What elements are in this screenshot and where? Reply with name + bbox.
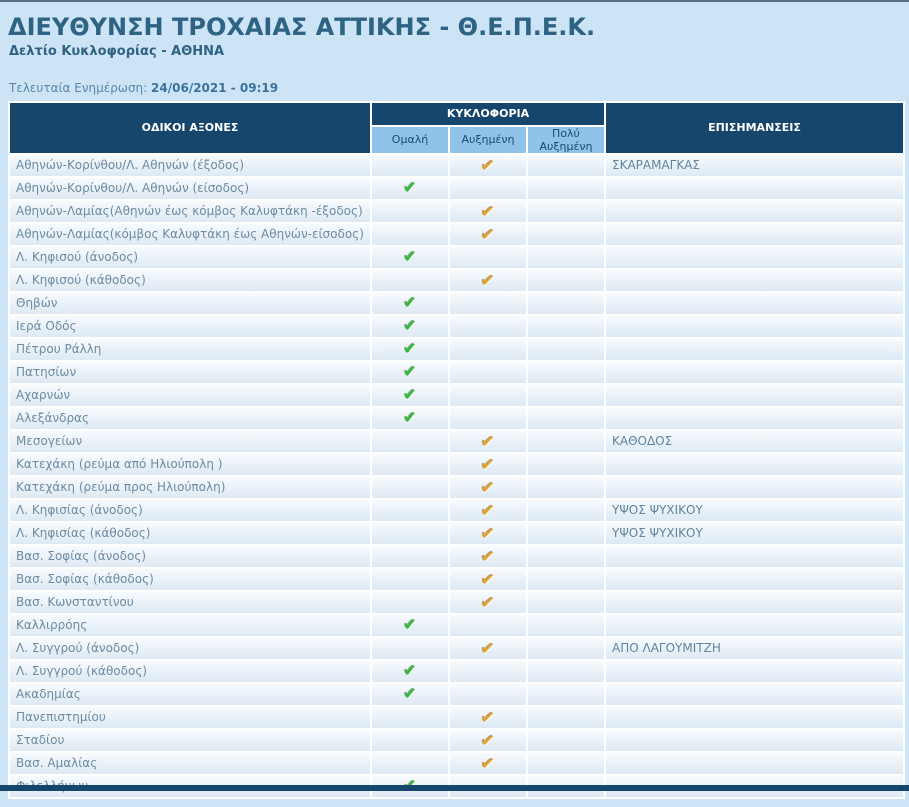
status-cell-increased [450,477,526,498]
remark: ΣΚΑΡΑΜΑΓΚΑΣ [606,155,903,176]
status-cell-very-increased [528,523,604,544]
table-row [10,224,903,245]
status-cell-increased [450,362,526,383]
remark [606,178,903,199]
road-name: Μεσογείων [10,431,370,452]
status-cell-very-increased [528,753,604,774]
remark [606,339,903,360]
table-row [10,247,903,268]
road-name: Λ. Κηφισίας (κάθοδος) [10,523,370,544]
check-icon-increased: ✔ [480,480,496,496]
remark [606,477,903,498]
traffic-table-header [10,103,903,153]
status-cell-normal [372,178,448,199]
bottom-bar [0,785,909,791]
check-icon-normal: ✔ [403,249,416,265]
road-name: Βασ. Σοφίας (κάθοδος) [10,569,370,590]
status-cell-very-increased [528,224,604,245]
remark [606,684,903,705]
table-row [10,638,903,659]
check-icon-normal: ✔ [403,364,416,380]
column-header-roads: ΟΔΙΚΟΙ ΑΞΟΝΕΣ [10,103,370,153]
status-cell-very-increased [528,339,604,360]
status-cell-normal [372,270,448,291]
status-cell-normal [372,362,448,383]
status-cell-very-increased [528,270,604,291]
road-name: Λ. Συγγρού (άνοδος) [10,638,370,659]
remark [606,270,903,291]
check-icon-increased: ✔ [480,457,496,473]
road-name: Καλλιρρόης [10,615,370,636]
check-icon-normal: ✔ [403,410,416,426]
status-cell-normal [372,316,448,337]
status-cell-normal [372,753,448,774]
status-cell-increased [450,316,526,337]
status-cell-normal [372,408,448,429]
status-cell-very-increased [528,316,604,337]
status-cell-increased [450,661,526,682]
road-name: Λ. Κηφισίας (άνοδος) [10,500,370,521]
table-row [10,684,903,705]
status-cell-increased [450,201,526,222]
table-row [10,454,903,475]
remark: ΑΠΟ ΛΑΓΟΥΜΙΤΖΗ [606,638,903,659]
remark [606,293,903,314]
status-cell-normal [372,569,448,590]
road-name: Λ. Κηφισού (άνοδος) [10,247,370,268]
remark [606,224,903,245]
status-cell-increased [450,707,526,728]
column-header-remarks: ΕΠΙΣΗΜΑΝΣΕΙΣ [606,103,903,153]
status-cell-increased [450,753,526,774]
check-icon-normal: ✔ [403,663,416,679]
table-row [10,178,903,199]
check-icon-increased: ✔ [480,503,496,519]
status-cell-normal [372,615,448,636]
check-icon-increased: ✔ [480,204,496,220]
table-row [10,201,903,222]
road-name: Θηβών [10,293,370,314]
road-name: Πανεπιστημίου [10,707,370,728]
status-cell-very-increased [528,178,604,199]
status-cell-normal [372,707,448,728]
table-row [10,569,903,590]
remark [606,201,903,222]
table-row [10,339,903,360]
status-cell-increased [450,454,526,475]
status-cell-normal [372,638,448,659]
road-name: Αθηνών-Κορίνθου/Λ. Αθηνών (είσοδος) [10,178,370,199]
status-cell-increased [450,730,526,751]
last-update-label: Τελευταία Ενημέρωση: [9,81,147,95]
road-name: Λ. Κηφισού (κάθοδος) [10,270,370,291]
remark [606,546,903,567]
status-cell-very-increased [528,293,604,314]
check-icon-increased: ✔ [480,526,496,542]
status-cell-very-increased [528,385,604,406]
table-row [10,362,903,383]
page-title: ΔΙΕΥΘΥΝΣΗ ΤΡΟΧΑΙΑΣ ΑΤΤΙΚΗΣ - Θ.Ε.Π.Ε.Κ. [8,14,901,42]
check-icon-normal: ✔ [403,686,416,702]
check-icon-increased: ✔ [480,595,496,611]
status-cell-normal [372,339,448,360]
status-cell-increased [450,408,526,429]
check-icon-normal: ✔ [403,617,416,633]
table-row [10,155,903,176]
road-name: Βασ. Αμαλίας [10,753,370,774]
last-update-line [9,81,901,95]
status-cell-very-increased [528,454,604,475]
status-cell-normal [372,523,448,544]
traffic-table-body [10,155,903,797]
column-header-traffic: ΚΥΚΛΟΦΟΡΙΑ [372,103,604,125]
status-cell-increased [450,592,526,613]
status-cell-normal [372,592,448,613]
remark [606,592,903,613]
status-cell-very-increased [528,730,604,751]
status-cell-increased [450,638,526,659]
remark [606,753,903,774]
road-name: Βασ. Κωνσταντίνου [10,592,370,613]
check-icon-normal: ✔ [403,387,416,403]
status-cell-increased [450,247,526,268]
status-cell-very-increased [528,431,604,452]
table-row [10,592,903,613]
table-row [10,730,903,751]
status-cell-very-increased [528,477,604,498]
status-cell-very-increased [528,155,604,176]
status-cell-normal [372,385,448,406]
remark [606,615,903,636]
column-header-increased: Αυξημένη [450,127,526,153]
road-name: Κατεχάκη (ρεύμα προς Ηλιούπολη) [10,477,370,498]
status-cell-increased [450,293,526,314]
table-row [10,615,903,636]
remark: ΥΨΟΣ ΨΥΧΙΚΟΥ [606,500,903,521]
table-row [10,523,903,544]
remark [606,362,903,383]
road-name: Κατεχάκη (ρεύμα από Ηλιούπολη ) [10,454,370,475]
check-icon-increased: ✔ [480,641,496,657]
remark [606,707,903,728]
table-row [10,661,903,682]
remark [606,408,903,429]
remark [606,316,903,337]
status-cell-increased [450,569,526,590]
page-subtitle: Δελτίο Κυκλοφορίας - ΑΘΗΝΑ [9,44,901,59]
status-cell-increased [450,270,526,291]
status-cell-very-increased [528,500,604,521]
status-cell-normal [372,224,448,245]
status-cell-very-increased [528,592,604,613]
traffic-table [8,101,905,799]
status-cell-normal [372,730,448,751]
check-icon-increased: ✔ [480,572,496,588]
status-cell-normal [372,477,448,498]
check-icon-increased: ✔ [480,733,496,749]
table-row [10,477,903,498]
status-cell-very-increased [528,408,604,429]
road-name: Αλεξάνδρας [10,408,370,429]
remark: ΥΨΟΣ ΨΥΧΙΚΟΥ [606,523,903,544]
check-icon-increased: ✔ [480,227,496,243]
status-cell-very-increased [528,661,604,682]
status-cell-increased [450,339,526,360]
check-icon-increased: ✔ [480,549,496,565]
status-cell-increased [450,155,526,176]
table-row [10,753,903,774]
remark: ΚΑΘΟΔΟΣ [606,431,903,452]
status-cell-increased [450,615,526,636]
status-cell-very-increased [528,684,604,705]
status-cell-normal [372,454,448,475]
check-icon-increased: ✔ [480,158,496,174]
status-cell-very-increased [528,638,604,659]
status-cell-very-increased [528,569,604,590]
check-icon-normal: ✔ [403,295,416,311]
road-name: Λ. Συγγρού (κάθοδος) [10,661,370,682]
status-cell-normal [372,431,448,452]
road-name: Αθηνών-Λαμίας(Αθηνών έως κόμβος Καλυφτάκη -έξοδος) [10,201,370,222]
last-update-value: 24/06/2021 - 09:19 [151,81,278,95]
check-icon-normal: ✔ [403,318,416,334]
status-cell-normal [372,500,448,521]
road-name: Πατησίων [10,362,370,383]
status-cell-increased [450,224,526,245]
check-icon-increased: ✔ [480,710,496,726]
road-name: Ακαδημίας [10,684,370,705]
status-cell-very-increased [528,546,604,567]
table-row [10,707,903,728]
column-header-very-increased: Πολύ Αυξημένη [528,127,604,153]
remark [606,569,903,590]
status-cell-increased [450,523,526,544]
road-name: Αθηνών-Λαμίας(κόμβος Καλυφτάκη έως Αθηνών-είσοδος) [10,224,370,245]
check-icon-increased: ✔ [480,756,496,772]
remark [606,661,903,682]
status-cell-increased [450,546,526,567]
remark [606,730,903,751]
check-icon-increased: ✔ [480,273,496,289]
status-cell-very-increased [528,707,604,728]
status-cell-normal [372,201,448,222]
check-icon-increased: ✔ [480,434,496,450]
road-name: Αχαρνών [10,385,370,406]
status-cell-normal [372,661,448,682]
status-cell-increased [450,178,526,199]
road-name: Πέτρου Ράλλη [10,339,370,360]
status-cell-normal [372,155,448,176]
status-cell-normal [372,247,448,268]
page-container [0,2,909,807]
road-name: Ιερά Οδός [10,316,370,337]
status-cell-very-increased [528,247,604,268]
status-cell-normal [372,684,448,705]
status-cell-very-increased [528,362,604,383]
status-cell-normal [372,546,448,567]
check-icon-normal: ✔ [403,180,416,196]
road-name: Αθηνών-Κορίνθου/Λ. Αθηνών (έξοδος) [10,155,370,176]
table-row [10,270,903,291]
remark [606,454,903,475]
status-cell-very-increased [528,201,604,222]
table-row [10,316,903,337]
road-name: Σταδίου [10,730,370,751]
table-row [10,385,903,406]
check-icon-normal: ✔ [403,778,416,794]
remark [606,385,903,406]
status-cell-very-increased [528,615,604,636]
check-icon-normal: ✔ [403,341,416,357]
column-header-normal: Ομαλή [372,127,448,153]
road-name: Φιλελλήνων [10,776,370,797]
table-row [10,408,903,429]
table-row [10,293,903,314]
status-cell-increased [450,500,526,521]
road-name: Βασ. Σοφίας (άνοδος) [10,546,370,567]
table-row [10,431,903,452]
status-cell-increased [450,684,526,705]
table-row [10,546,903,567]
table-row [10,500,903,521]
status-cell-increased [450,431,526,452]
status-cell-increased [450,385,526,406]
remark [606,247,903,268]
status-cell-normal [372,293,448,314]
